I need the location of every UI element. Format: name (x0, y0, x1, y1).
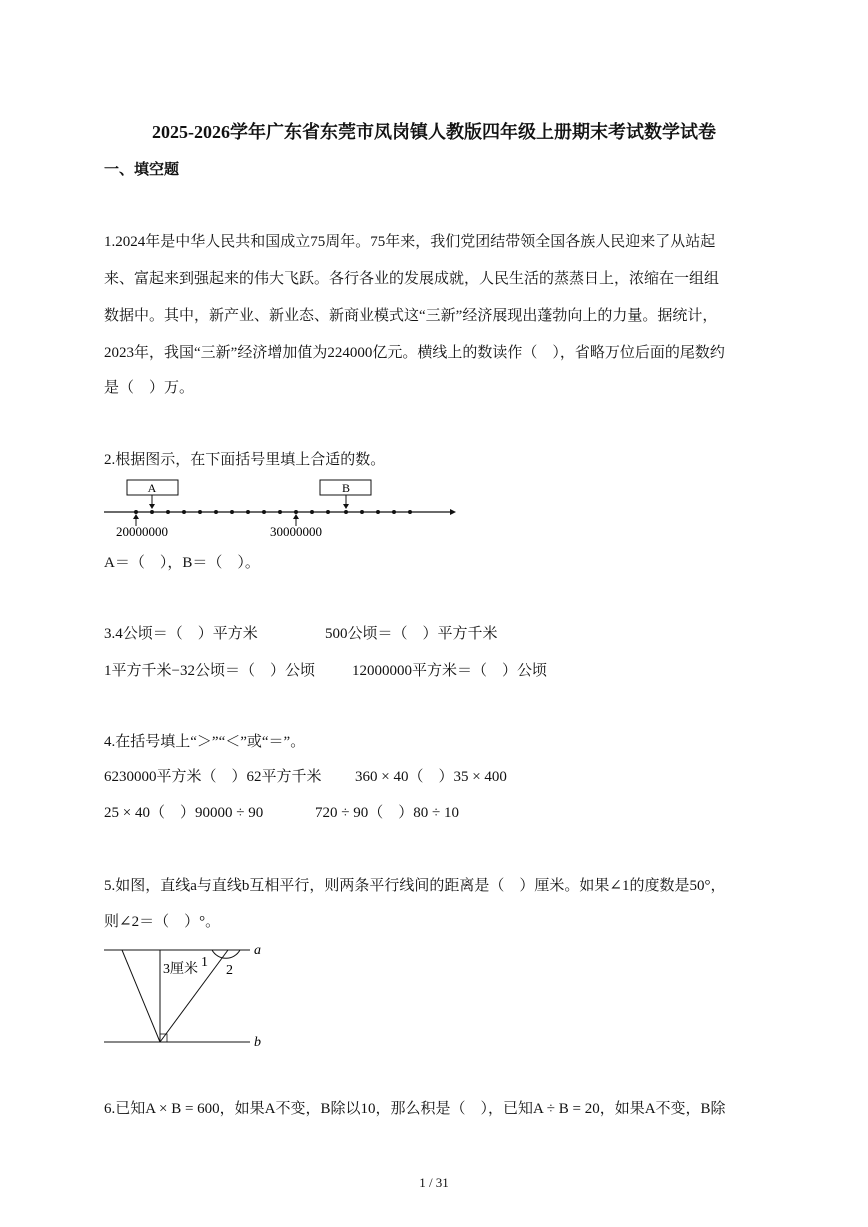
slant-left (122, 950, 160, 1042)
arrow-up-icon (293, 514, 299, 519)
q3-item: 3.4公顷＝（ ）平方米 (104, 626, 258, 642)
box-b-label: B (341, 481, 351, 495)
angle-arc (212, 950, 240, 958)
q1-line: 2023年，我国“三新”经济增加值为224000亿元。横线上的数读作（ ），省略万位后面的尾数约 (104, 345, 725, 361)
q1-line: 是（ ）万。 (104, 380, 195, 396)
q3-item: 1平方千米−32公顷＝（ ）公顷 (104, 663, 315, 679)
line-a-label: a (254, 943, 261, 958)
distance-label: 3厘米 (163, 962, 198, 977)
section-heading: 一、填空题 (104, 162, 180, 178)
q2-text: 2.根据图示，在下面括号里填上合适的数。 (104, 452, 386, 468)
q5-line: 则∠2＝（ ）°。 (104, 914, 221, 930)
angle-2-label: 2 (226, 963, 233, 978)
box-a-label: A (147, 481, 157, 495)
q4-item: 25 × 40（ ）90000 ÷ 90 (104, 805, 264, 821)
arrow-down-icon (149, 504, 155, 509)
q6-text: 6.已知A × B = 600，如果A不变，B除以10，那么积是（ ），已知A ÷ B = 20，如果A不变，B除 (104, 1101, 726, 1117)
parallel-lines-figure (100, 938, 280, 1050)
q3-item: 12000000平方米＝（ ）公顷 (352, 663, 548, 679)
tick-label-left: 20000000 (116, 524, 168, 539)
q2-answer: A＝（ ），B＝（ ）。 (104, 555, 260, 571)
q5-line: 5.如图，直线a与直线b互相平行，则两条平行线间的距离是（ ）厘米。如果∠1的度数是50°， (104, 878, 726, 894)
tick-label-right: 30000000 (270, 524, 322, 539)
angle-1-label: 1 (201, 955, 208, 970)
arrow-down-icon (343, 504, 349, 509)
arrow-right-icon (450, 509, 456, 515)
arrow-up-icon (133, 514, 139, 519)
q4-text: 4.在括号填上“＞”“＜”或“＝”。 (104, 734, 306, 750)
exam-title: 2025-2026学年广东省东莞市凤岗镇人教版四年级上册期末考试数学试卷 (152, 122, 716, 142)
q4-item: 720 ÷ 90（ ）80 ÷ 10 (315, 805, 459, 821)
q3-item: 500公顷＝（ ）平方千米 (325, 626, 498, 642)
q4-item: 6230000平方米（ ）62平方千米 (104, 769, 322, 785)
page-number: 1 / 31 (419, 1175, 449, 1190)
q1-line: 1.2024年是中华人民共和国成立75周年。75年来，我们党团结带领全国各族人民迎来了从站起 (104, 234, 716, 250)
number-line-figure (100, 474, 470, 544)
q4-item: 360 × 40（ ）35 × 400 (355, 769, 507, 785)
q1-line: 来、富起来到强起来的伟大飞跃。各行各业的发展成就，人民生活的蒸蒸日上，浓缩在一组组 (104, 271, 720, 287)
q1-line: 数据中。其中，新产业、新业态、新商业模式这“三新”经济展现出蓬勃向上的力量。据统计， (104, 308, 718, 324)
line-b-label: b (254, 1035, 261, 1050)
